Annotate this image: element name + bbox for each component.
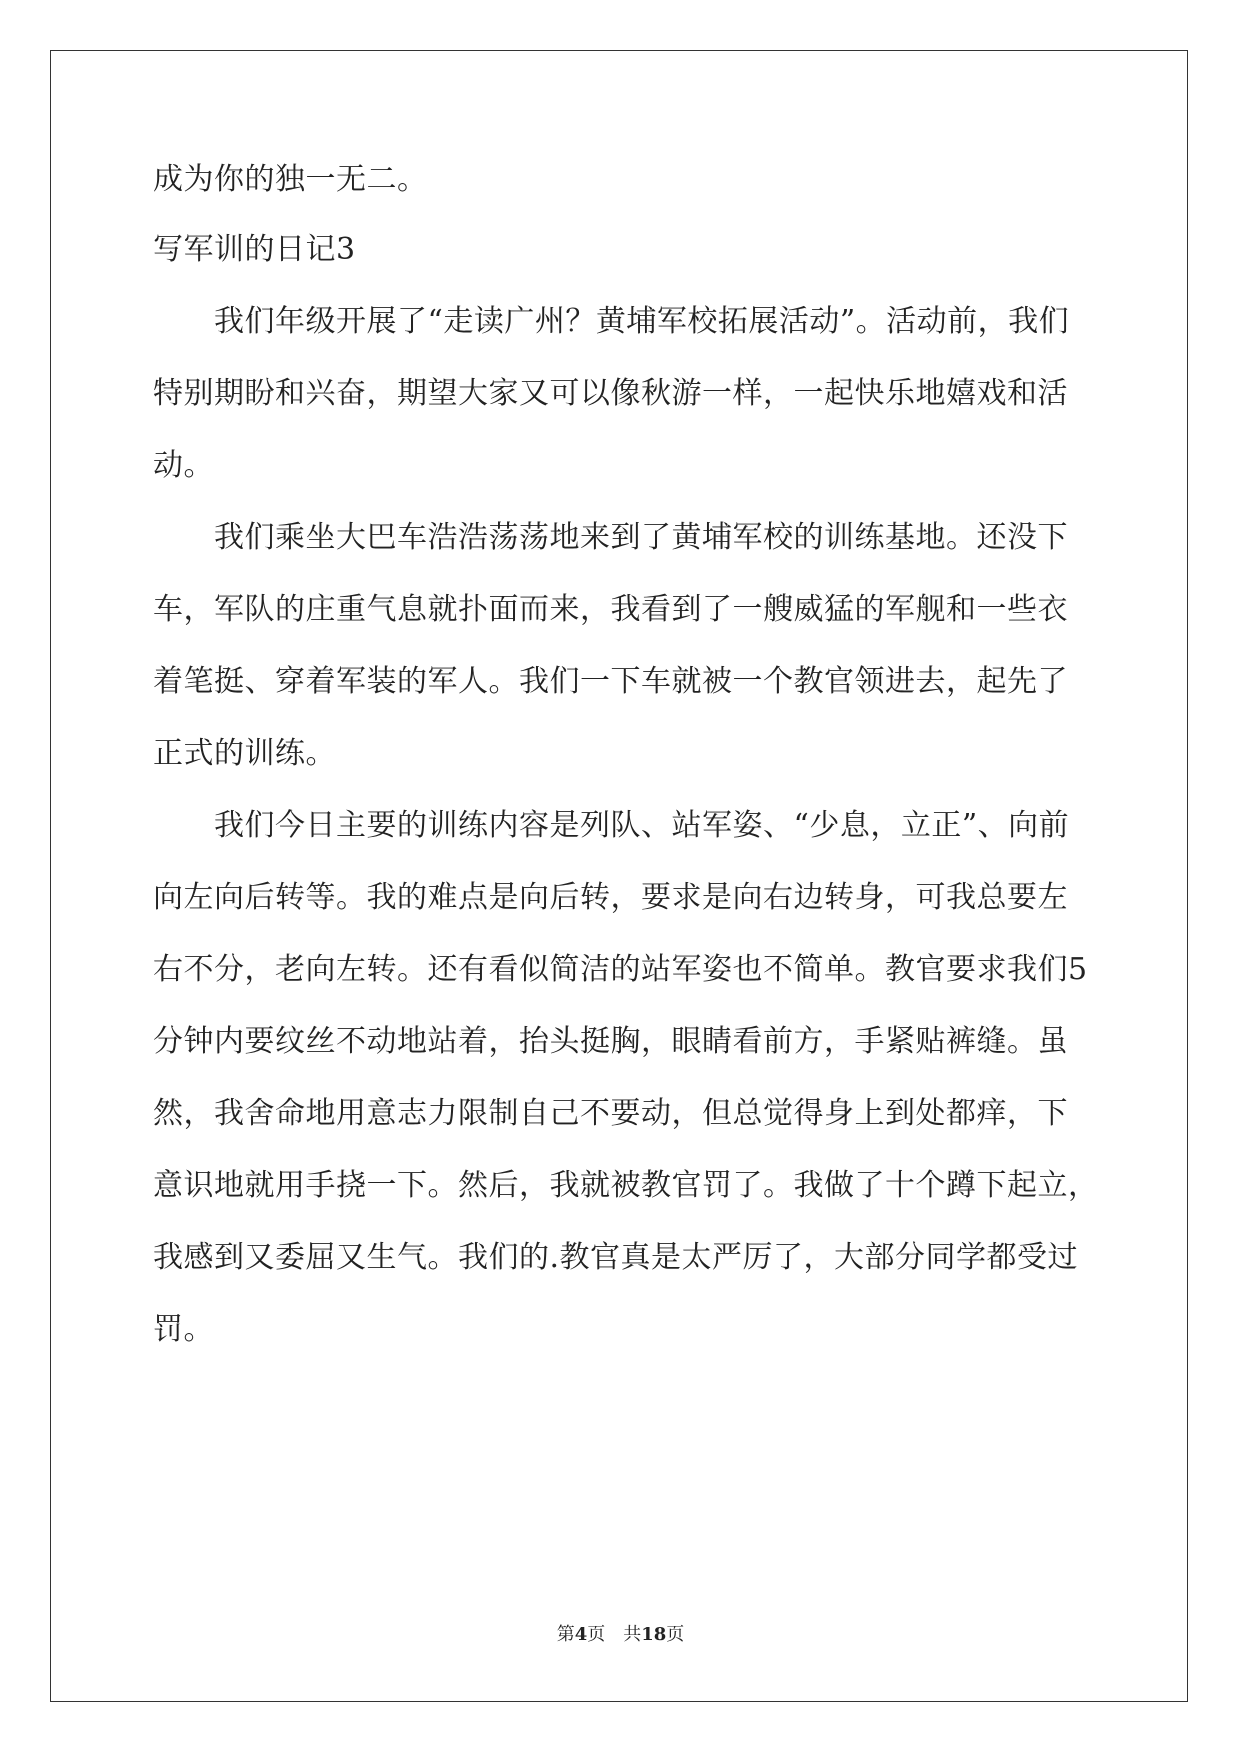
page-footer <box>0 1620 1241 1646</box>
text-line: 意识地就用手挠一下。然后，我就被教官罚了。我做了十个蹲下起立， <box>153 1168 1099 1203</box>
text-line: 分钟内要纹丝不动地站着，抬头挺胸，眼睛看前方，手紧贴裤缝。虽 <box>153 1024 1068 1059</box>
text-line: 我感到又委屈又生气。我们的.教官真是太严厉了，大部分同学都受过 <box>153 1240 1079 1275</box>
text-line: 我们今日主要的训练内容是列队、站军姿、“少息，立正”、向前 <box>153 808 1070 843</box>
page-prefix: 第 <box>556 1624 575 1645</box>
page-number: 4 <box>574 1624 588 1645</box>
text-line: 着笔挺、穿着军装的军人。我们一下车就被一个教官领进去，起先了 <box>153 664 1068 699</box>
text-line: 罚。 <box>153 1312 214 1347</box>
text-line: 正式的训练。 <box>153 736 336 771</box>
total-suffix: 页 <box>666 1624 685 1645</box>
page-border <box>50 50 1188 1702</box>
page-suffix: 页 <box>587 1624 606 1645</box>
text-line: 成为你的独一无二。 <box>153 162 428 197</box>
text-line: 向左向后转等。我的难点是向后转，要求是向右边转身，可我总要左 <box>153 880 1068 915</box>
total-pages: 18 <box>641 1624 667 1645</box>
text-line: 车，军队的庄重气息就扑面而来，我看到了一艘威猛的军舰和一些衣 <box>153 592 1068 627</box>
text-line: 然，我舍命地用意志力限制自己不要动，但总觉得身上到处都痒，下 <box>153 1096 1068 1131</box>
text-line: 我们乘坐大巴车浩浩荡荡地来到了黄埔军校的训练基地。还没下 <box>153 520 1068 555</box>
text-line: 动。 <box>153 448 214 483</box>
section-heading: 写军训的日记3 <box>153 232 356 267</box>
total-prefix: 共 <box>623 1624 642 1645</box>
text-line: 特别期盼和兴奋，期望大家又可以像秋游一样，一起快乐地嬉戏和活 <box>153 376 1068 411</box>
text-line: 右不分，老向左转。还有看似简洁的站军姿也不简单。教官要求我们5 <box>153 952 1088 987</box>
text-line: 我们年级开展了“走读广州？黄埔军校拓展活动”。活动前，我们 <box>153 304 1070 339</box>
